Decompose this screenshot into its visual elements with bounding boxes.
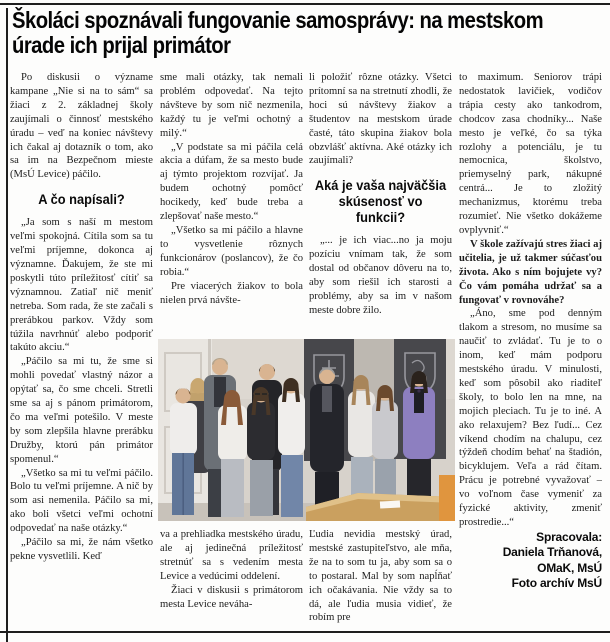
article-column-2-bottom bbox=[160, 528, 303, 632]
person-boy-white-tee bbox=[170, 388, 197, 515]
article-paragraph: „... je ich viac...no ja moju pozíciu vnímam tak, že som dostal od občanov dôveru na to, aby som riešil ich starosti a problémy, aby sa im v našom meste dobre žilo. bbox=[309, 235, 452, 316]
bottom-rule bbox=[0, 631, 610, 633]
byline-line: Daniela Trňanová, bbox=[502, 545, 602, 560]
article-paragraph: Ľudia nevidia mestský úrad, mestské zastupiteľstvo, ale mňa, že na to som tu ja, aby som sa o to postaral. Mal by som napĺňať ich očakávania. Nie vždy sa to dá, ale ľudia musia vidieť, že robím pre bbox=[309, 529, 452, 624]
article-column-1 bbox=[10, 71, 153, 631]
article-paragraph: „Ja som s naší m mestom veľmi spokojná. Cítila som sa tu veľmi príjemne, dokonca aj významne. Ďakujem, že ste mi poskytli túto príležitosť cítiť sa významnou. Zatiaľ nič meniť netreba. Som rada, že ste začali s prerábkou parkov. Vždy som túžila navrhnúť alebo podporiť takúto akciu.“ bbox=[10, 217, 153, 354]
byline-line: Foto archív MsÚ bbox=[511, 576, 602, 591]
section-subheading: Aká je vaša najväčšia skúsenosť vo funkcii? bbox=[314, 178, 447, 226]
article-paragraph: li položiť rôzne otázky. Všetci prítomní sa na stretnutí zhodli, že hoci sú návštevy žiakov a študentov na mestskom úrade časté, táto skupina žiakov bola obzvlášť aktívna. Aké otázky ich zaujímali? bbox=[309, 72, 452, 167]
article-headline: Školáci spoznávali fungovanie samosprávy: na mestskom úrade ich prijal primátor bbox=[12, 7, 544, 58]
article-column-2-top bbox=[160, 71, 303, 338]
article-paragraph: „Áno, sme pod denným tlakom a stresom, no musíme sa naučiť to zvládať. Tu je to o inom, keď mám podporu mestského úradu. V minulosti, keď som pôsobil ako riaditeľ školy, to bolo len na mne, na mojich pleciach. Tu je to iné. A ako relaxujem? Bez ľudí... Cez víkend chodím na chalupu, cez týždeň chodím behať na štadión, bicyklujem. Veľa a rád čítam. Prácu je potrebné vyvažovať – vo voľnom čase vymeniť za fyzické aktivity, zmeniť prostredie...“ bbox=[459, 308, 602, 528]
article-paragraph: va a prehliadka mestského úradu, ale aj jedinečná príležitosť stretnúť sa s vedením mesta Levice a vedúcimi oddelení. bbox=[160, 529, 303, 582]
top-rule bbox=[0, 3, 610, 5]
article-column-3-bottom bbox=[309, 528, 452, 632]
section-subheading: A čo napísali? bbox=[38, 192, 125, 208]
article-paragraph-bold: V škole zažívajú stres žiaci aj učitelia, je už takmer súčasťou života. Ako s ním bojujete vy? Čo vám pomáha udržať sa a fungovať v rovnováhe? bbox=[459, 238, 602, 306]
article-column-4 bbox=[459, 71, 602, 631]
person-girl-white-sweatshirt bbox=[218, 390, 247, 517]
article-column-3-top bbox=[309, 71, 452, 338]
person-girl-white-shirt bbox=[278, 378, 305, 517]
byline-line: Spracovala: bbox=[536, 529, 602, 544]
article-paragraph: Po diskusii o význame kampane „Nie si na to sám“ sa žiaci z 2. základnej školy zaujímali o činnosť mestského úradu – veď na koniec návštevy ich čakal aj dotazník o tom, ako sa im na Bezpečnom mieste (MsÚ Levice) páčilo. bbox=[10, 72, 153, 181]
article-paragraph: „Všetko sa mi páčilo a hlavne to vysvetlenie rôznych funkcionárov (poslancov), že čo robia.“ bbox=[160, 224, 303, 278]
article-paragraph: „Páčilo sa mi tu, že sme si mohli povedať vlastný názor a opýtať sa, čo sme chceli. Stretli sme sa aj s pánom primátorom, čo ma veľmi potešilo. V meste by som zlepšila hlavne prerábku Družby, ktorú pán primátor spomenul.“ bbox=[10, 356, 153, 465]
article-paragraph: „Všetko sa mi tu veľmi páčilo. Bolo tu veľmi príjemne. A nič by som asi nemenila. Páčilo sa mi, ako boli všetci veľmi ochotní odpovedať na naše otázky.“ bbox=[10, 467, 153, 535]
table-edge-orange bbox=[439, 475, 455, 521]
left-rule bbox=[6, 8, 8, 642]
article-paragraph: „V podstate sa mi páčila celá akcia a dúfam, že sa mesto bude aj týmto projektom rozvíjať. Ja budem ochotný pomôcť hocikedy, keď bude treba a zlepšovať naše mesto.“ bbox=[160, 141, 303, 223]
article-paragraph: sme mali otázky, tak nemali problém odpovedať. Na tejto návšteve by som nič nezmenila, každý tu je veľmi ochotný a milý.“ bbox=[160, 72, 303, 139]
person-girl-glasses-black bbox=[247, 387, 275, 516]
article-paragraph: to maximum. Seniorov trápi nedostatok lavičiek, vodičov trápia cesty ako tankodrom, chodcov zasa chodníky... Naše mesto je veľké, čo sa týka rozlohy a potenciálu, je tu nemocnica, školstvo, priemyselný park, nákupné centrá... Je to zložitý mechanizmus, ktorému treba rozumieť. Nie všetko dokážeme ovplyvniť.“ bbox=[459, 72, 602, 236]
article-paragraph: Žiaci v diskusii s primátorom mesta Levice neváha- bbox=[160, 584, 303, 610]
article-paragraph: Pre viacerých žiakov to bola nielen prvá návšte- bbox=[160, 280, 303, 306]
byline-line: OMaK, MsÚ bbox=[537, 560, 602, 575]
article-photo bbox=[158, 339, 455, 521]
person-mayor-suit bbox=[310, 368, 344, 518]
article-paragraph: „Páčilo sa mi, že nám všetko pekne vysvetlili. Keď bbox=[10, 537, 153, 562]
paper-on-table bbox=[380, 500, 400, 508]
